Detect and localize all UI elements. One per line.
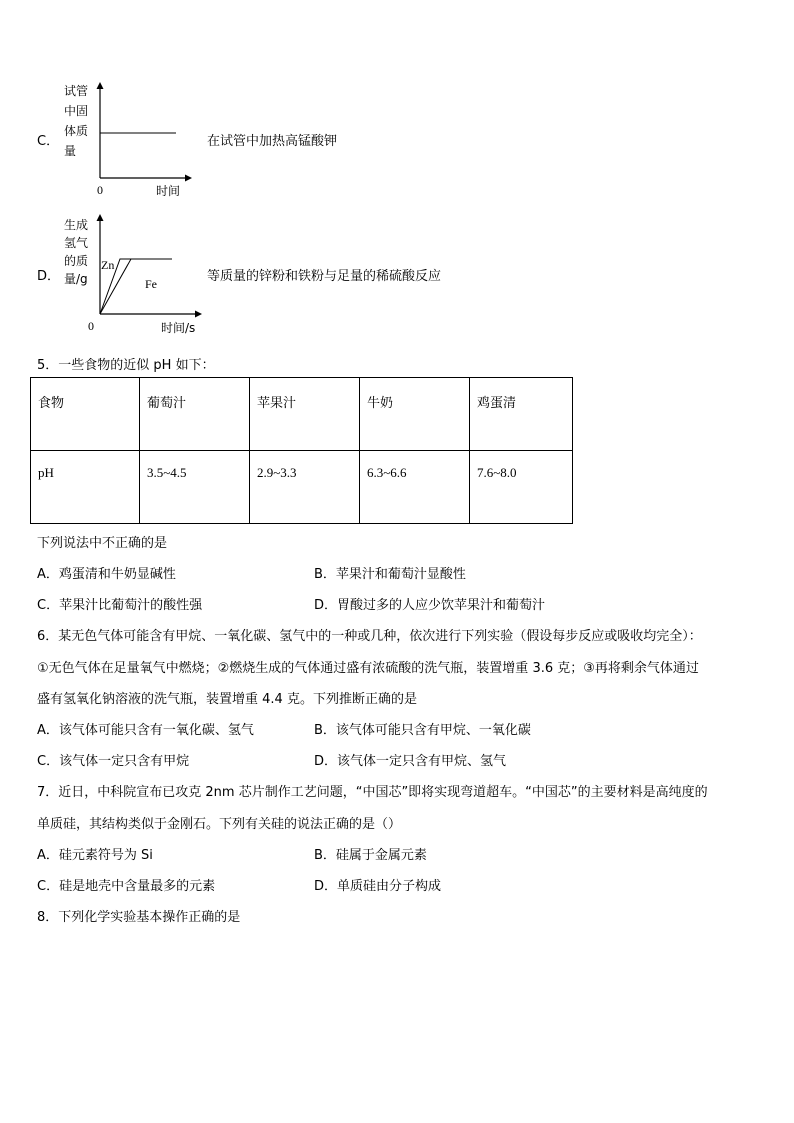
q6-option-c[interactable]: C．该气体一定只含有甲烷 bbox=[37, 754, 190, 769]
q5-option-d[interactable]: D．胃酸过多的人应少饮苹果汁和葡萄汁 bbox=[314, 598, 546, 613]
option-d-ylabel-3: 的质 bbox=[64, 254, 89, 268]
ph-table bbox=[30, 377, 573, 524]
table-cell: 3.5~4.5 bbox=[140, 451, 250, 524]
option-d-origin: 0 bbox=[88, 319, 94, 333]
q6-option-d[interactable]: D．该气体一定只含有甲烷、氢气 bbox=[314, 754, 507, 769]
option-d-graph bbox=[60, 212, 210, 338]
table-header-cell: 食物 bbox=[31, 378, 140, 451]
table-row bbox=[31, 451, 573, 524]
q6-option-b[interactable]: B．该气体可能只含有甲烷、一氧化碳 bbox=[314, 723, 531, 738]
option-d-x-arrow bbox=[195, 311, 202, 318]
table-header-cell: 葡萄汁 bbox=[140, 378, 250, 451]
q5-question: 下列说法中不正确的是 bbox=[37, 536, 168, 551]
table-cell: 2.9~3.3 bbox=[250, 451, 360, 524]
option-c-ylabel-4: 量 bbox=[64, 144, 77, 158]
table-row bbox=[31, 378, 573, 451]
option-c-y-arrow bbox=[97, 82, 104, 89]
q7-option-d[interactable]: D．单质硅由分子构成 bbox=[314, 879, 442, 894]
q6-line-2: ①无色气体在足量氧气中燃烧；②燃烧生成的气体通过盛有浓硫酸的洗气瓶，装置增重 3.6 克；③再将剩余气体通过 bbox=[37, 661, 699, 676]
q5-stem: 5．一些食物的近似 pH 如下： bbox=[37, 358, 215, 373]
q6-line-1: 6．某无色气体可能含有甲烷、一氧化碳、氢气中的一种或几种，依次进行下列实验（假设每步反应或吸收均完全）： bbox=[37, 629, 702, 644]
option-c-x-arrow bbox=[185, 175, 192, 182]
q7-line-2: 单质硅，其结构类似于金刚石。下列有关硅的说法正确的是（） bbox=[37, 817, 402, 832]
option-d-fe-label: Fe bbox=[145, 277, 157, 291]
table-cell: 6.3~6.6 bbox=[360, 451, 470, 524]
option-d-letter: D． bbox=[37, 269, 61, 284]
q7-option-b[interactable]: B．硅属于金属元素 bbox=[314, 848, 427, 863]
table-cell: 7.6~8.0 bbox=[470, 451, 573, 524]
option-d-ylabel-2: 氢气 bbox=[64, 236, 89, 250]
option-d-zn-label: Zn bbox=[101, 258, 115, 272]
q5-option-c[interactable]: C．苹果汁比葡萄汁的酸性强 bbox=[37, 598, 203, 613]
q8-stem: 8．下列化学实验基本操作正确的是 bbox=[37, 910, 241, 925]
option-c-graph bbox=[60, 82, 200, 200]
q7-option-a[interactable]: A．硅元素符号为 Si bbox=[37, 848, 153, 863]
option-d-xlabel: 时间/s bbox=[161, 321, 196, 335]
q7-line-1: 7．近日，中科院宣布已攻克 2nm 芯片制作工艺问题，“中国芯”即将实现弯道超车。“中国芯”的主要材料是高纯度的 bbox=[37, 785, 708, 800]
option-d-y-arrow bbox=[97, 214, 104, 221]
table-cell: pH bbox=[31, 451, 140, 524]
q6-line-3: 盛有氢氧化钠溶液的洗气瓶，装置增重 4.4 克。下列推断正确的是 bbox=[37, 692, 417, 707]
option-c-ylabel-1: 试管 bbox=[64, 84, 89, 98]
q6-option-a[interactable]: A．该气体可能只含有一氧化碳、氢气 bbox=[37, 723, 254, 738]
option-d-text: 等质量的锌粉和铁粉与足量的稀硫酸反应 bbox=[207, 269, 442, 284]
table-header-cell: 鸡蛋清 bbox=[470, 378, 573, 451]
q7-option-c[interactable]: C．硅是地壳中含量最多的元素 bbox=[37, 879, 216, 894]
option-c-text: 在试管中加热高锰酸钾 bbox=[207, 134, 338, 149]
option-c-ylabel-2: 中固 bbox=[64, 104, 89, 118]
option-c-xlabel: 时间 bbox=[156, 184, 181, 198]
option-d-ylabel-1: 生成 bbox=[64, 218, 89, 232]
option-c-letter: C． bbox=[37, 134, 60, 149]
option-c-ylabel-3: 体质 bbox=[64, 124, 89, 138]
option-d-ylabel-4: 量/g bbox=[64, 272, 88, 286]
q5-option-a[interactable]: A．鸡蛋清和牛奶显碱性 bbox=[37, 567, 176, 582]
q5-option-b[interactable]: B．苹果汁和葡萄汁显酸性 bbox=[314, 567, 466, 582]
table-header-cell: 苹果汁 bbox=[250, 378, 360, 451]
option-c-origin: 0 bbox=[97, 183, 103, 197]
table-header-cell: 牛奶 bbox=[360, 378, 470, 451]
